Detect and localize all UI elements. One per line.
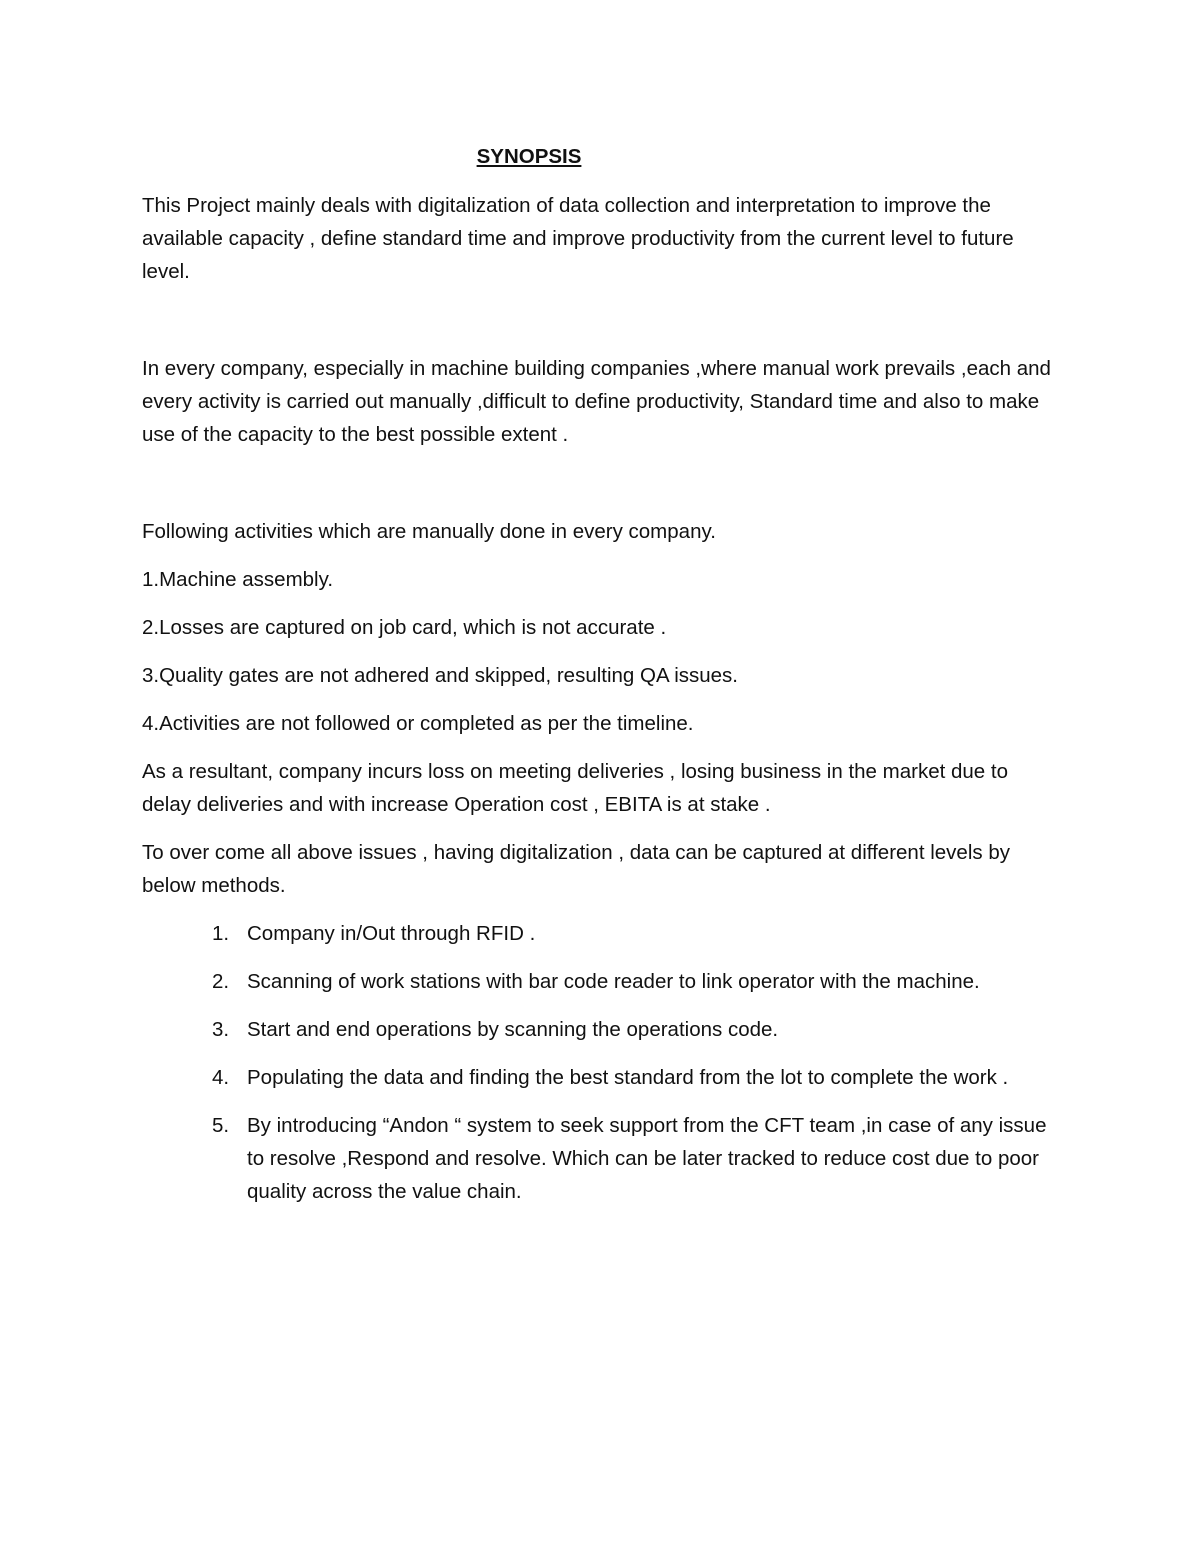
activities-heading: Following activities which are manually done in every company. (142, 520, 716, 543)
method-number: 2. (212, 970, 230, 993)
activity-item: 2.Losses are captured on job card, which is not accurate . (142, 616, 667, 639)
method-text: Company in/Out through RFID . (247, 922, 536, 945)
method-item (142, 917, 1062, 950)
document-body (142, 140, 1062, 1223)
method-item (142, 1109, 1062, 1208)
context-paragraph: In every company, especially in machine building companies ,where manual work prevails ,each and every activity is carried out manually ,difficult to define productivity, Standard time and also to make use of the capacity to the best possible extent . (142, 357, 1051, 446)
method-number: 5. (212, 1114, 230, 1137)
method-number: 3. (212, 1018, 230, 1041)
intro-paragraph: This Project mainly deals with digitalization of data collection and interpretation to improve the available capacity , define standard time and improve productivity from the current level to future level. (142, 194, 1014, 283)
method-item (142, 965, 1062, 998)
method-number: 4. (212, 1066, 230, 1089)
method-text: Populating the data and finding the best standard from the lot to complete the work . (247, 1066, 1009, 1089)
page-title: SYNOPSIS (476, 145, 582, 168)
methods-list (142, 917, 1062, 1208)
resultant-paragraph: As a resultant, company incurs loss on meeting deliveries , losing business in the market due to delay deliveries and with increase Operation cost , EBITA is at stake . (142, 760, 1008, 816)
method-item (142, 1061, 1062, 1094)
overcome-paragraph: To over come all above issues , having digitalization , data can be captured at different levels by below methods. (142, 841, 1010, 897)
method-item (142, 1013, 1062, 1046)
method-number: 1. (212, 922, 230, 945)
activity-item: 1.Machine assembly. (142, 568, 334, 591)
activity-item: 4.Activities are not followed or completed as per the timeline. (142, 712, 694, 735)
method-text: Start and end operations by scanning the operations code. (247, 1018, 779, 1041)
method-text: Scanning of work stations with bar code reader to link operator with the machine. (247, 970, 980, 993)
activity-item: 3.Quality gates are not adhered and skipped, resulting QA issues. (142, 664, 739, 687)
method-text: By introducing “Andon “ system to seek support from the CFT team ,in case of any issue to resolve ,Respond and resolve. Which can be later tracked to reduce cost due to poor quality across the value chain. (247, 1114, 1047, 1203)
